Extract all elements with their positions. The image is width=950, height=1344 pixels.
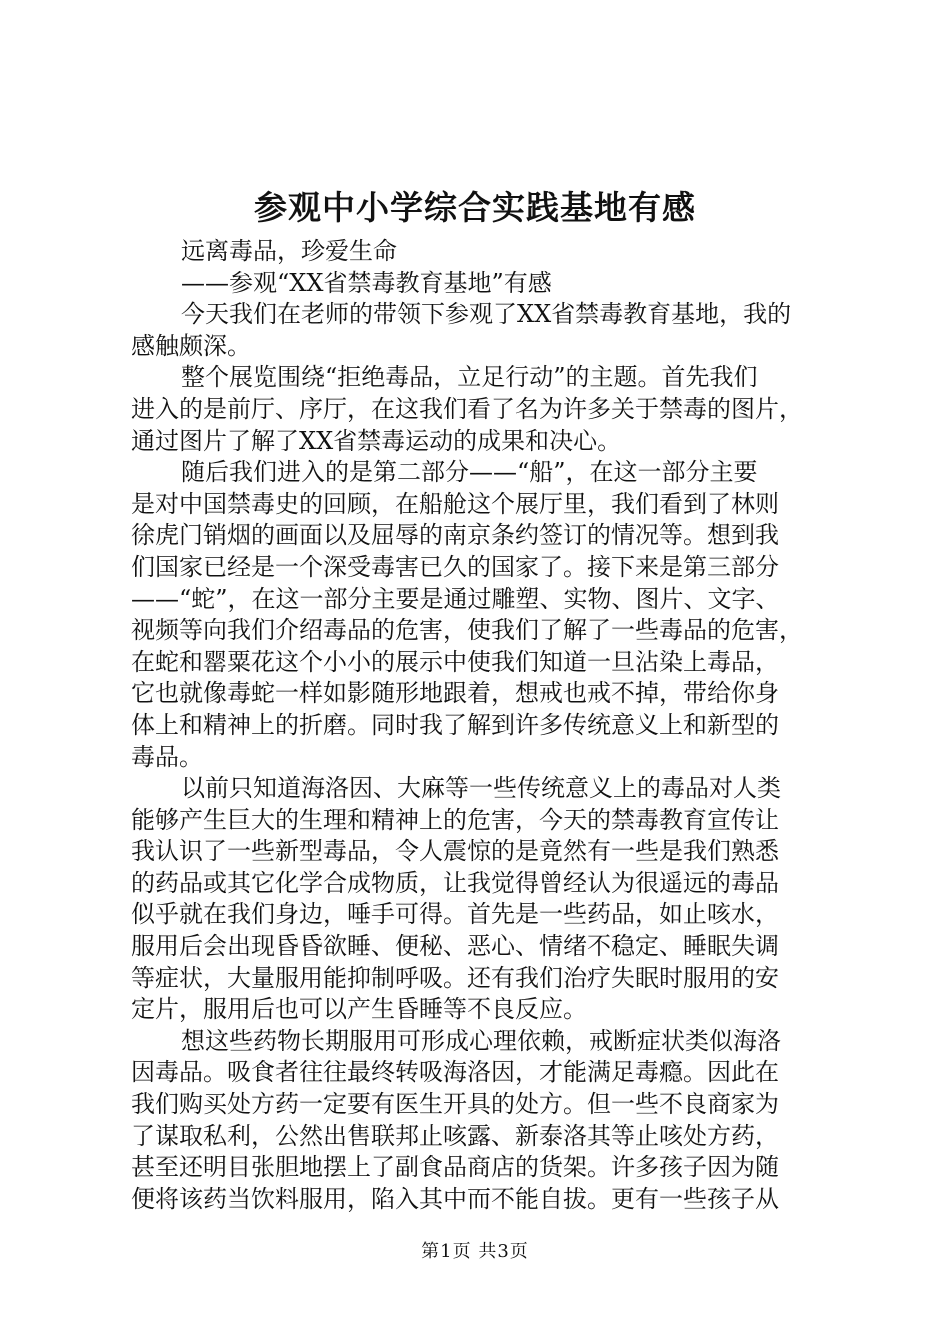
body-text-line: 感触颇深。 — [131, 331, 251, 360]
body-text-line: 整个展览围绕“拒绝毒品，立足行动”的主题。首先我们 — [181, 363, 758, 392]
body-text-line: 似乎就在我们身边，唾手可得。首先是一些药品，如止咳水， — [131, 900, 779, 929]
body-text-line: 了谋取私利，公然出售联邦止咳露、新泰洛其等止咳处方药， — [131, 1121, 779, 1150]
body-text-line: 便将该药当饮料服用，陷入其中而不能自拔。更有一些孩子从 — [131, 1184, 779, 1213]
body-text-line: 体上和精神上的折磨。同时我了解到许多传统意义上和新型的 — [131, 710, 779, 739]
page-footer: 第1页 共3页 — [421, 1241, 529, 1262]
body-text-line: 徐虎门销烟的画面以及屈辱的南京条约签订的情况等。想到我 — [131, 521, 779, 550]
body-text-line: 以前只知道海洛因、大麻等一些传统意义上的毒品对人类 — [181, 774, 781, 803]
body-text-line: 我们购买处方药一定要有医生开具的处方。但一些不良商家为 — [131, 1090, 779, 1119]
document-title: 参观中小学综合实践基地有感 — [254, 188, 696, 227]
body-text-line: 能够产生巨大的生理和精神上的危害，今天的禁毒教育宣传让 — [131, 805, 779, 834]
body-text-line: 远离毒品，珍爱生命 — [181, 237, 397, 265]
body-text-line: ——参观“XX省禁毒教育基地”有感 — [181, 268, 552, 297]
body-text-line: 们国家已经是一个深受毒害已久的国家了。接下来是第三部分 — [131, 552, 779, 581]
body-text-line: 进入的是前厅、序厅，在这我们看了名为许多关于禁毒的图片， — [131, 394, 803, 423]
body-text-line: 是对中国禁毒史的回顾，在船舱这个展厅里，我们看到了林则 — [131, 489, 779, 518]
body-text-line: 因毒品。吸食者往往最终转吸海洛因，才能满足毒瘾。因此在 — [131, 1058, 779, 1087]
body-text-line: 视频等向我们介绍毒品的危害，使我们了解了一些毒品的危害， — [131, 616, 803, 645]
body-text-line: 在蛇和罂粟花这个小小的展示中使我们知道一旦沾染上毒品， — [131, 647, 779, 676]
body-text-line: 甚至还明目张胆地摆上了副食品商店的货架。许多孩子因为随 — [131, 1153, 779, 1182]
body-text-line: 它也就像毒蛇一样如影随形地跟着，想戒也戒不掉，带给你身 — [131, 679, 779, 708]
body-text-line: 我认识了一些新型毒品，令人震惊的是竟然有一些是我们熟悉 — [131, 837, 779, 866]
body-text-line: 的药品或其它化学合成物质，让我觉得曾经认为很遥远的毒品 — [131, 868, 779, 897]
document-body — [131, 236, 831, 1215]
body-text-line: 毒品。 — [131, 742, 203, 771]
body-text-line: 通过图片了解了XX省禁毒运动的成果和决心。 — [131, 426, 622, 455]
body-text-line: 等症状，大量服用能抑制呼吸。还有我们治疗失眠时服用的安 — [131, 963, 779, 992]
body-text-line: 想这些药物长期服用可形成心理依赖，戒断症状类似海洛 — [181, 1026, 781, 1055]
body-text-line: 服用后会出现昏昏欲睡、便秘、恶心、情绪不稳定、睡眠失调 — [131, 932, 779, 961]
body-text-line: 今天我们在老师的带领下参观了XX省禁毒教育基地，我的 — [181, 300, 792, 329]
body-text-line: ——“蛇”，在这一部分主要是通过雕塑、实物、图片、文字、 — [131, 584, 780, 613]
body-text-line: 随后我们进入的是第二部分——“船”，在这一部分主要 — [181, 458, 758, 487]
body-text-line: 定片，服用后也可以产生昏睡等不良反应。 — [131, 995, 587, 1024]
